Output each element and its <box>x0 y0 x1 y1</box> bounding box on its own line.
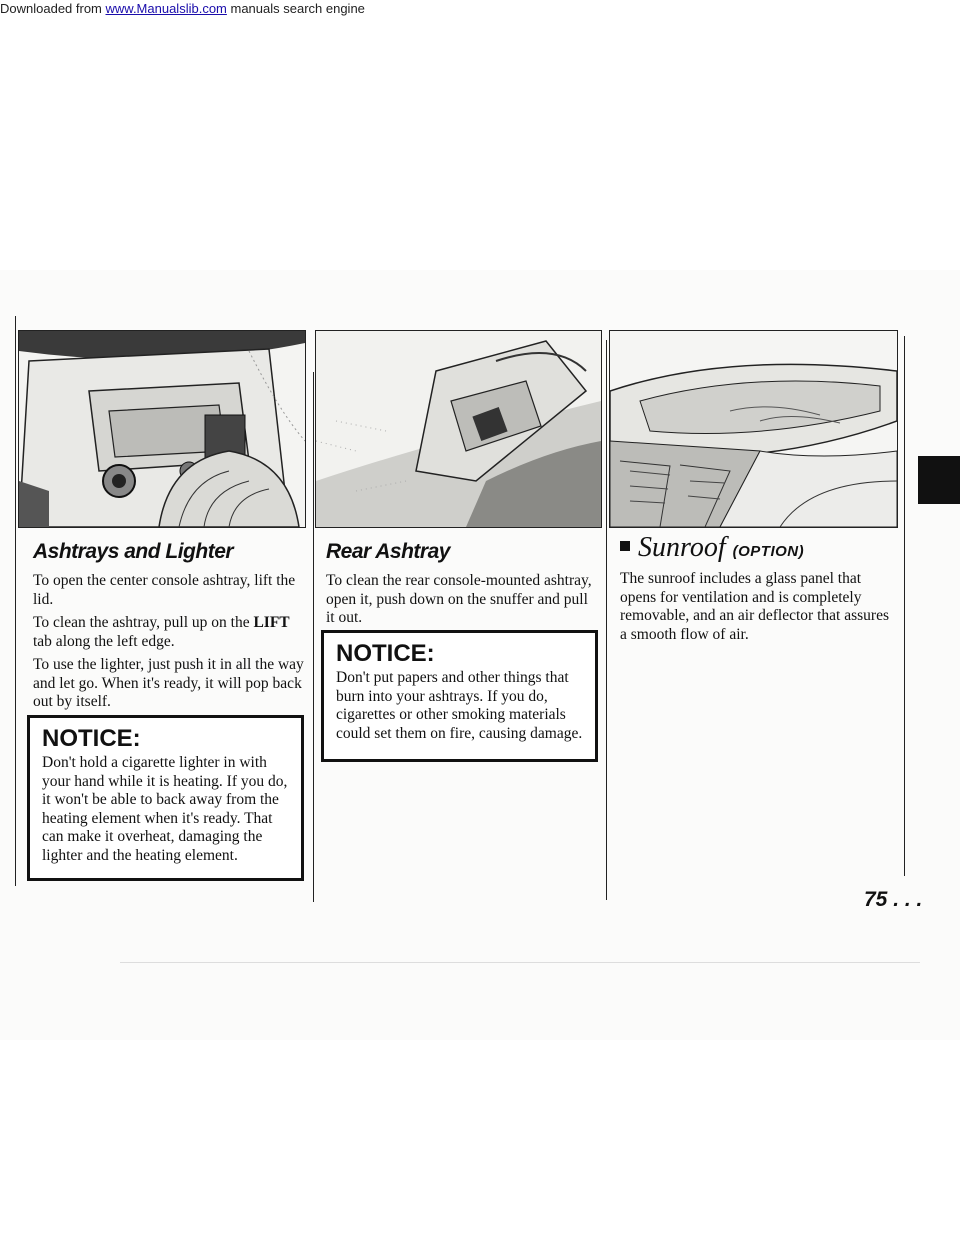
open-ashtray-paragraph: To open the center console ashtray, lift the lid. <box>33 572 296 608</box>
console-ashtray-drawing <box>19 331 305 527</box>
clean-ashtray-paragraph <box>33 614 305 651</box>
download-header <box>0 0 960 18</box>
manualslib-link[interactable]: www.Manualslib.com <box>105 1 227 16</box>
margin-rule-left <box>15 316 16 886</box>
ashtray-notice-text: Don't put papers and other things that burn into your ashtrays. If you do, cigarettes or other smoking materials could set them on fire, causing damage. <box>336 669 583 742</box>
margin-rule-right <box>904 336 905 876</box>
sunroof-section <box>620 532 895 649</box>
sunroof-illustration <box>609 330 898 528</box>
rear-ashtray-paragraph: To clean the rear console-mounted ashtray, open it, push down on the snuffer and pull it out. <box>326 572 592 626</box>
use-lighter-paragraph: To use the lighter, just push it in all the way and let go. When it's ready, it will pop back out by itself. <box>33 656 304 710</box>
sunroof-heading <box>620 532 895 564</box>
rear-ashtray-section <box>326 540 598 633</box>
clean-suffix: tab along the left edge. <box>33 632 175 650</box>
sunroof-drawing <box>610 331 897 527</box>
sunroof-title: Sunroof <box>638 532 726 563</box>
header-suffix: manuals search engine <box>226 1 365 16</box>
ashtray-notice-box <box>321 630 598 762</box>
ashtrays-lighter-section <box>33 540 305 717</box>
ashtrays-lighter-heading: Ashtrays and Lighter <box>33 540 234 563</box>
lighter-notice-title: NOTICE: <box>42 725 141 752</box>
section-tab-marker <box>918 456 960 504</box>
margin-rule-col3 <box>606 340 607 900</box>
lighter-notice-text: Don't hold a cigarette lighter in with your hand while it is heating. If you do, it won't be able to back away from the heating element when it's ready. That can make it overheat, damaging the lighter and the heating element. <box>42 754 288 864</box>
page-number: 75 . . . <box>864 888 923 911</box>
page-bottom-rule <box>120 962 920 963</box>
sunroof-paragraph: The sunroof includes a glass panel that opens for ventilation and is completely removable, and an air deflector that assures a smooth flow of air. <box>620 570 889 643</box>
clean-prefix: To clean the ashtray, pull up on the <box>33 614 254 631</box>
ashtray-notice-title: NOTICE: <box>336 640 435 667</box>
rear-ashtray-illustration <box>315 330 602 528</box>
section-bullet-icon <box>620 541 630 551</box>
margin-rule-col2 <box>313 372 314 902</box>
lighter-notice-box <box>27 715 304 881</box>
ashtray-lighter-illustration <box>18 330 306 528</box>
lift-label: LIFT <box>253 614 290 631</box>
sunroof-option-label: (OPTION) <box>732 543 805 560</box>
rear-ashtray-heading: Rear Ashtray <box>326 540 450 563</box>
header-prefix: Downloaded from <box>0 1 106 16</box>
rear-ashtray-drawing <box>316 331 601 527</box>
